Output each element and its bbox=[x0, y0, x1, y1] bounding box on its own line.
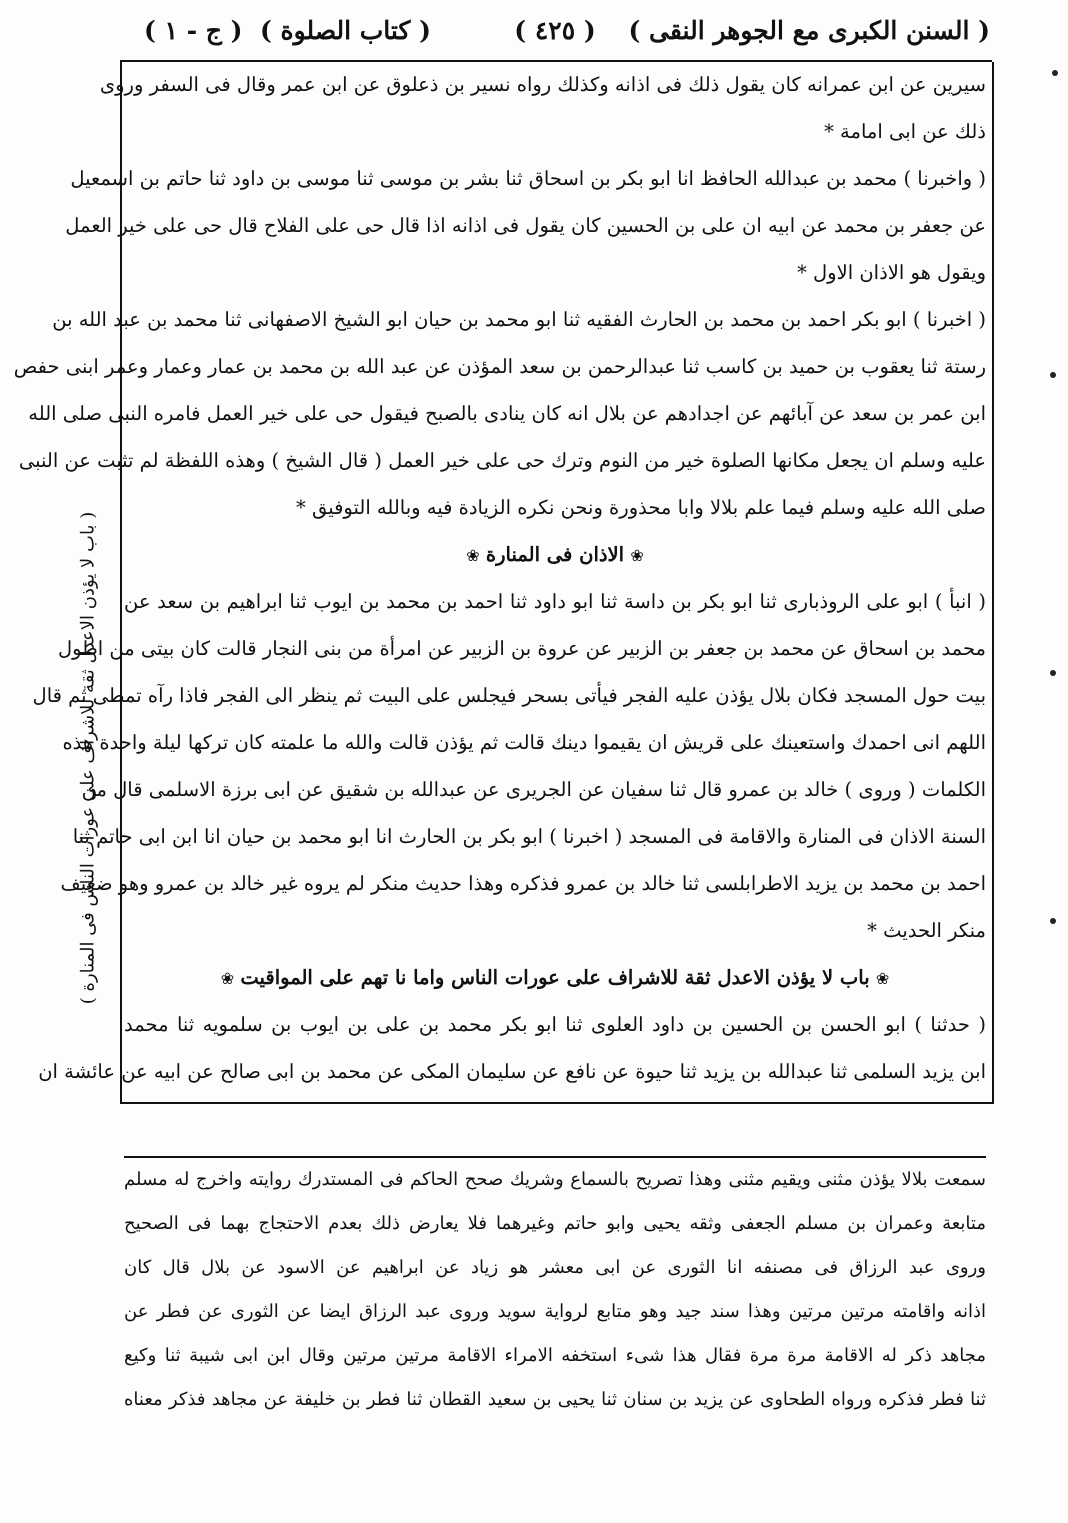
text-line: ( واخبرنا ) محمد بن عبدالله الحافظ انا ابو بكر بن اسحاق ثنا بشر بن موسى ثنا موسى بن داود ثنا حاتم بن اسمعيل bbox=[70, 167, 986, 190]
text-line: بيت حول المسجد فكان بلال يؤذن عليه الفجر فيأتى بسحر فيجلس على البيت ثم ينظر الى الفجر فاذا رآه تمطى ثم قال bbox=[32, 684, 986, 707]
margin-note-text: ( باب لا يؤذن الاعدل ثقة للاشراف على عورات الناس فى المنارة ) bbox=[77, 511, 99, 1005]
text-line: ابن يزيد السلمى ثنا عبدالله بن يزيد ثنا حيوة عن نافع عن سليمان المكى عن محمد بن ابى صالح عن ابيه عن عائشة ان bbox=[38, 1060, 986, 1083]
text-line: ذلك عن ابى امامة * bbox=[824, 120, 986, 143]
volume-label: ( ج - ١ ) bbox=[144, 16, 243, 45]
scan-speck bbox=[1052, 70, 1058, 76]
page-header bbox=[120, 12, 990, 52]
scan-speck bbox=[1050, 670, 1056, 676]
ornament-icon: ❀ bbox=[630, 546, 644, 565]
chapter-heading-text: باب لا يؤذن الاعدل ثقة للاشراف على عورات الناس واما نا تهم على المواقيت bbox=[240, 966, 870, 989]
footnote-line: ثنا فطر فذكره ورواه الطحاوى عن يزيد بن سنان ثنا يحيى بن سعيد القطان ثنا فطر بن خليفة عن مجاهد فذكر معناه bbox=[124, 1389, 986, 1410]
ornament-icon: ❀ bbox=[220, 969, 235, 988]
scan-speck bbox=[1050, 372, 1056, 378]
section-heading-text: الاذان فى المنارة bbox=[485, 543, 625, 566]
footnote-line: وروى عبد الرزاق فى مصنفه انا الثورى عن ابى معشر هو زياد عن ابراهيم عن الاسود عن بلال قال كان bbox=[124, 1257, 986, 1278]
text-line: عليه وسلم ان يجعل مكانها الصلوة خير من النوم وترك حى على خير العمل ( قال الشيخ ) وهذه اللفظة لم تثبت عن النبى bbox=[18, 449, 986, 472]
footnote-text bbox=[124, 1160, 986, 1460]
text-line: ابن عمر بن سعد عن آبائهم عن اجدادهم عن بلال انه كان ينادى بالصبح فيقول حى على خير العمل فامره النبى صلى الله bbox=[28, 402, 986, 425]
text-line: محمد بن اسحاق عن محمد بن جعفر بن الزبير عن عروة بن الزبير عن امرأة من بنى النجار قالت كان بيتى من اطول bbox=[58, 637, 986, 660]
footnote-line: سمعت بلالا يؤذن مثنى ويقيم مثنى وهذا تصريح بالسماع وشريك صحح الحاكم فى المستدرك روايته واخرج له مسلم bbox=[124, 1169, 986, 1190]
scan-speck bbox=[1050, 918, 1056, 924]
text-line: السنة الاذان فى المنارة والاقامة فى المسجد ( اخبرنا ) ابو بكر بن الحارث انا ابو محمد بن حيان انا ابن ابى حاتم ثنا bbox=[72, 825, 986, 848]
text-line: ( اخبرنا ) ابو بكر احمد بن محمد بن الحارث الفقيه ثنا ابو محمد بن حيان ابو الشيخ الاصفهانى ثنا محمد بن عبد الله بن bbox=[52, 308, 986, 331]
chapter-heading bbox=[124, 959, 986, 997]
text-line: احمد بن محمد بن يزيد الاطرابلسى ثنا خالد بن عمرو فذكره وهذا حديث منكر لم يروه غير خالد بن عمرو وهو ضعيف bbox=[60, 872, 986, 895]
text-line: عن جعفر بن محمد عن ابيه ان على بن الحسين كان يقول فى اذانه اذا قال حى على الفلاح قال حى على خير العمل bbox=[65, 214, 986, 237]
footnote-rule bbox=[124, 1156, 986, 1158]
book-title: ( السنن الكبرى مع الجوهر النقى ) bbox=[628, 16, 990, 45]
footnote-line: مجاهد ذكر له الاقامة مرة مرة فقال هذا شىء استخفه الامراء الاقامة مرتين مرتين وقال ابن ابى شيبة ثنا وكيع bbox=[124, 1345, 986, 1366]
section-heading bbox=[124, 536, 986, 574]
text-line: الكلمات ( وروى ) خالد بن عمرو قال ثنا سفيان عن الجريرى عن عبدالله بن شقيق عن ابى برزة الاسلمى قال من bbox=[81, 778, 986, 801]
margin-note bbox=[58, 428, 118, 1088]
text-line: ( حدثنا ) ابو الحسن بن الحسين بن داود العلوى ثنا ابو بكر محمد بن على بن ايوب بن سلمويه ثنا محمد bbox=[124, 1013, 986, 1036]
footnote-line: متابعة وعمران بن مسلم الجعفى وثقه يحيى وابو حاتم وغيرهما فلا يعارض ذلك بعدم الاحتجاج بهما فى الصحيح bbox=[124, 1213, 986, 1234]
text-line: اللهم انى احمدك واستعينك على قريش ان يقيموا دينك قالت ثم يؤذن قالت والله ما علمته كان تركها ليلة واحدة هذه bbox=[62, 731, 986, 754]
footnote-line: اذانه واقامته مرتين مرتين وهذا سند جيد وهو متابع لرواية سويد وروى عبد الرزاق ايضا عن الثورى عن فطر عن bbox=[124, 1301, 986, 1322]
text-line: ( انبأ ) ابو على الروذبارى ثنا ابو بكر بن داسة ثنا ابو داود ثنا احمد بن محمد بن ايوب ثنا ابراهيم بن سعد عن bbox=[124, 590, 986, 613]
page-number: ( ٤٢٥ ) bbox=[514, 16, 596, 45]
text-line: سيرين عن ابن عمرانه كان يقول ذلك فى اذانه وكذلك رواه نسير بن ذعلوق عن ابن عمر وقال فى السفر وروى bbox=[99, 73, 986, 96]
text-line: صلى الله عليه وسلم فيما علم بلالا وابا محذورة ونحن نكره الزيادة فيه وبالله التوفيق * bbox=[296, 496, 986, 519]
chapter-title: ( كتاب الصلوة ) bbox=[260, 16, 431, 45]
text-line: ويقول هو الاذان الاول * bbox=[797, 261, 986, 284]
ornament-icon: ❀ bbox=[466, 546, 480, 565]
ornament-icon: ❀ bbox=[875, 969, 890, 988]
text-line: منكر الحديث * bbox=[867, 919, 986, 942]
text-line: رستة ثنا يعقوب بن حميد بن كاسب ثنا عبدالرحمن بن سعد المؤذن عن عبد الله بن محمد بن عمار وعمار وعمر ابنى حفص bbox=[13, 355, 986, 378]
